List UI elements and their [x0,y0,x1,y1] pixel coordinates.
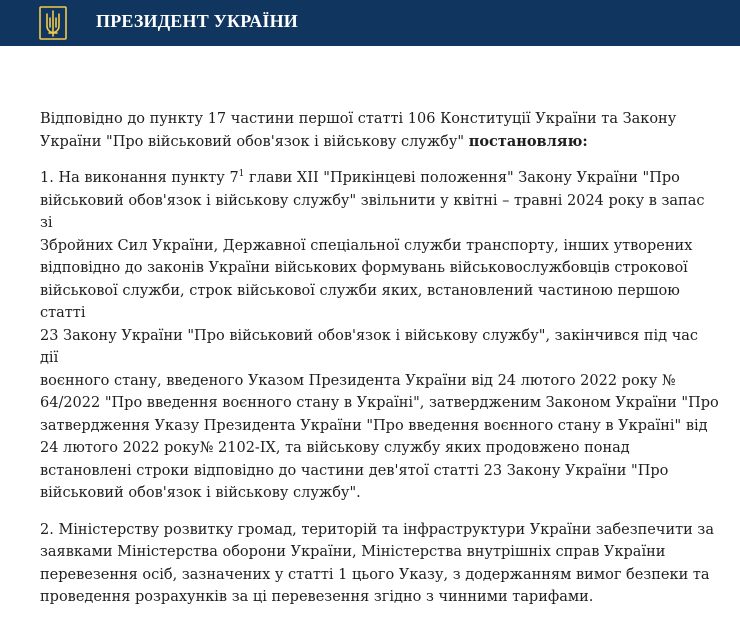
page-title[interactable]: ПРЕЗИДЕНТ УКРАЇНИ [96,11,298,31]
decree-article-2: 2. Міністерству розвитку громад, територій та інфраструктури України забезпечити за заявками Міністерства оборони України, Міністерства внутрішніх справ України перевезення осіб, зазначених у статті 1 цього Указу, з додержанням вимог безпеки та проведення розрахунків за ці перевезення згідно з чинними тарифами. [40,521,714,605]
site-header [0,0,740,46]
superscript: 1 [238,169,245,180]
trident-emblem-icon[interactable] [39,6,67,40]
decree-text [40,108,720,623]
decree-article-1: 1. На виконання пункту $7^1$ глави XII "Прикінцеві положення" Закону України "Про військовий обов'язок і військову службу" звільнити у квітні – травні 2024 року в запас зі Збройних Сил України, Державної спеціальної служби транспорту, інших утворених відповідно до законів України військових формувань військовослужбовців строкової військової служби, строк військової служби яких, встановлений частиною першою статті 23 Закону України "Про військовий обов'язок і військову службу", закінчився під час дії воєнного стану, введеного Указом Президента України від 24 лютого 2022 року № 64/2022 "Про введення воєнного стану в Україні", затвердженим Законом України "Про затвердження Указу Президента України "Про введення воєнного стану в Україні" від 24 лютого 2022 року№ 2102-IX, та військову службу яких продовжено понад встановлені строки відповідно до частини дев'ятої статті 23 Закону України "Про військовий обов'язок і військову службу". [40,169,719,501]
decree-intro: Відповідно до пункту 17 частини першої статті 106 Конституції України та Закону України "Про військовий обов'язок і військову службу" постановляю: [40,111,677,150]
decree-resolution: постановляю: [468,132,588,150]
